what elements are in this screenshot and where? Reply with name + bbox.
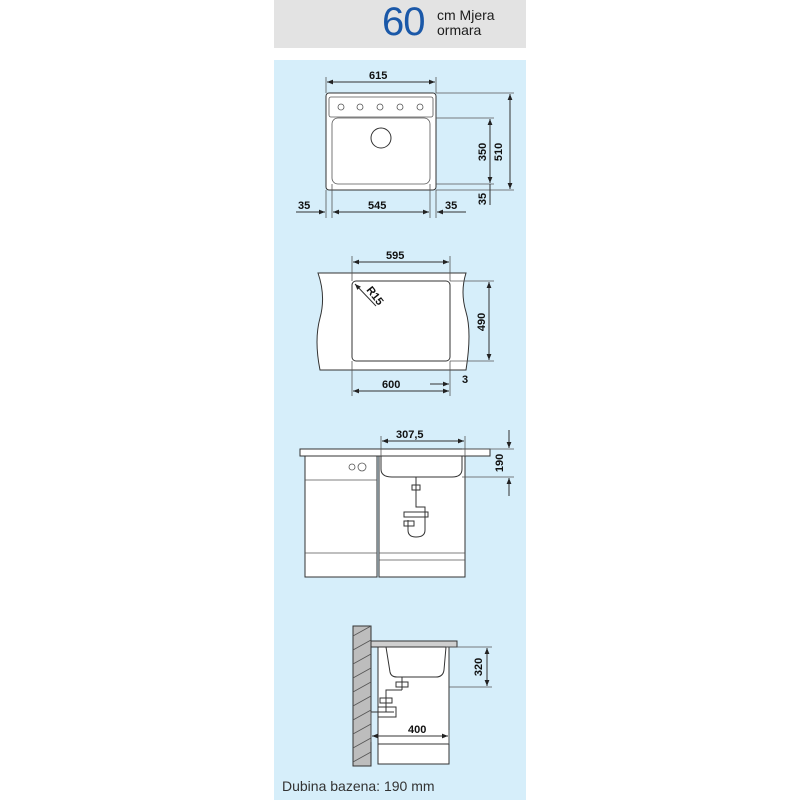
dim-radius: R15 [363, 284, 386, 308]
cabinet-size-number: 60 [382, 0, 425, 44]
plinth [378, 744, 449, 764]
appliance-cabinet [305, 456, 377, 577]
top-view [296, 70, 514, 218]
cabinet-size-caption-line1: cm Mjera [437, 7, 495, 23]
dim-margin-right: 35 [445, 200, 458, 212]
dim-height-bowl: 350 [477, 142, 489, 162]
dim-depth: 190 [494, 453, 506, 473]
front-view [300, 429, 514, 577]
dim-width-total: 615 [369, 70, 388, 82]
dim-drain-offset: 307,5 [396, 429, 424, 441]
dim-side-depth: 400 [408, 724, 427, 736]
dim-width-bottom: 600 [382, 379, 401, 391]
dim-offset-bottom: 35 [477, 192, 489, 206]
basin-depth-note: Dubina bazena: 190 mm [282, 778, 435, 794]
cabinet-size-caption-line2: ormara [437, 22, 482, 38]
dim-width-top: 595 [386, 250, 405, 262]
dim-side-height: 320 [473, 657, 485, 677]
dim-height-cutout: 490 [476, 312, 488, 332]
dim-bowl-width: 545 [368, 200, 387, 212]
cutout-view [317, 250, 494, 396]
sink-outline [326, 93, 436, 190]
worktop-piece [317, 273, 469, 370]
dim-height-total: 510 [493, 142, 505, 162]
worktop-side [371, 641, 457, 647]
side-view [353, 626, 492, 766]
dim-margin-left: 35 [298, 200, 311, 212]
worktop-front [300, 449, 490, 456]
wall-section [353, 626, 371, 766]
dim-gap: 3 [462, 374, 469, 386]
